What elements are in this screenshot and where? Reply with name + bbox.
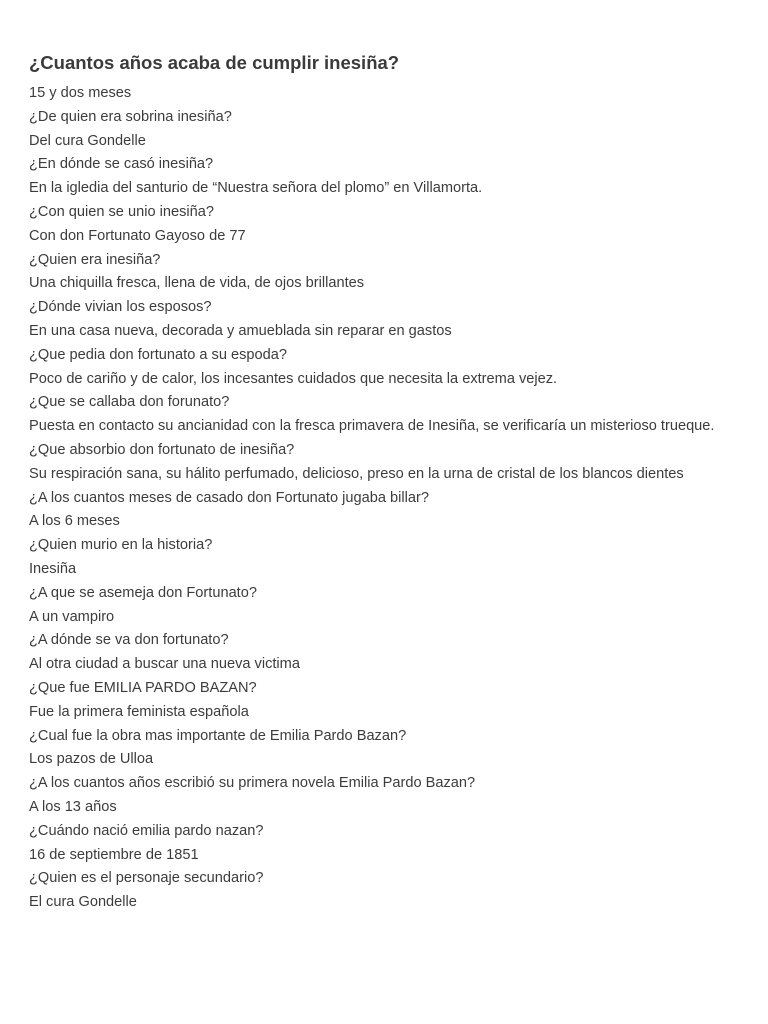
- answer-line: Fue la primera feminista española: [29, 703, 249, 720]
- answer-line: Poco de cariño y de calor, los incesantes cuidados que necesita la extrema vejez.: [29, 370, 558, 387]
- answer-line: Con don Fortunato Gayoso de 77: [29, 227, 246, 244]
- answer-line: En la igledia del santurio de “Nuestra señora del plomo” en Villamorta.: [29, 180, 483, 197]
- question-line: ¿A que se asemeja don Fortunato?: [29, 584, 257, 601]
- answer-line: Puesta en contacto su ancianidad con la fresca primavera de Inesiña, se verificaría un misterioso trueque.: [29, 418, 715, 435]
- answer-line: Inesiña: [29, 560, 77, 577]
- question-line: ¿Cual fue la obra mas importante de Emilia Pardo Bazan?: [29, 727, 407, 744]
- document-title: ¿Cuantos años acaba de cumplir inesiña?: [29, 52, 400, 73]
- question-line: ¿Que absorbio don fortunato de inesiña?: [29, 441, 295, 458]
- document-page: [29, 50, 729, 915]
- answer-line: 15 y dos meses: [29, 85, 132, 101]
- document-body: [29, 82, 729, 915]
- answer-line: El cura Gondelle: [29, 894, 137, 911]
- question-line: ¿Quien murio en la historia?: [29, 537, 213, 554]
- answer-line: A un vampiro: [29, 608, 115, 625]
- question-line: ¿Con quien se unio inesiña?: [29, 203, 214, 220]
- question-line: ¿Quien era inesiña?: [29, 251, 161, 268]
- answer-line: Su respiración sana, su hálito perfumado, delicioso, preso en la urna de cristal de los blancos dientes: [29, 465, 684, 482]
- question-line: ¿En dónde se casó inesiña?: [29, 156, 214, 173]
- answer-line: 16 de septiembre de 1851: [29, 846, 199, 863]
- answer-line: Una chiquilla fresca, llena de vida, de ojos brillantes: [29, 275, 365, 292]
- answer-line: A los 13 años: [29, 798, 117, 815]
- question-line: ¿Que se callaba don forunato?: [29, 394, 230, 411]
- answer-line: Al otra ciudad a buscar una nueva victima: [29, 656, 300, 673]
- question-line: ¿Que pedia don fortunato a su espoda?: [29, 346, 288, 363]
- question-line: ¿A los cuantos meses de casado don Fortunato jugaba billar?: [29, 489, 429, 506]
- answer-line: Del cura Gondelle: [29, 132, 146, 149]
- answer-line: A los 6 meses: [29, 513, 120, 530]
- question-line: ¿Dónde vivian los esposos?: [29, 299, 212, 316]
- question-line: ¿Quien es el personaje secundario?: [29, 870, 264, 887]
- question-line: ¿De quien era sobrina inesiña?: [29, 108, 232, 125]
- question-line: ¿A dónde se va don fortunato?: [29, 632, 229, 649]
- answer-line: Los pazos de Ulloa: [29, 751, 154, 768]
- question-line: ¿A los cuantos años escribió su primera novela Emilia Pardo Bazan?: [29, 775, 476, 792]
- question-line: ¿Cuándo nació emilia pardo nazan?: [29, 822, 264, 839]
- question-line: ¿Que fue EMILIA PARDO BAZAN?: [29, 679, 257, 696]
- answer-line: En una casa nueva, decorada y amueblada sin reparar en gastos: [29, 322, 452, 339]
